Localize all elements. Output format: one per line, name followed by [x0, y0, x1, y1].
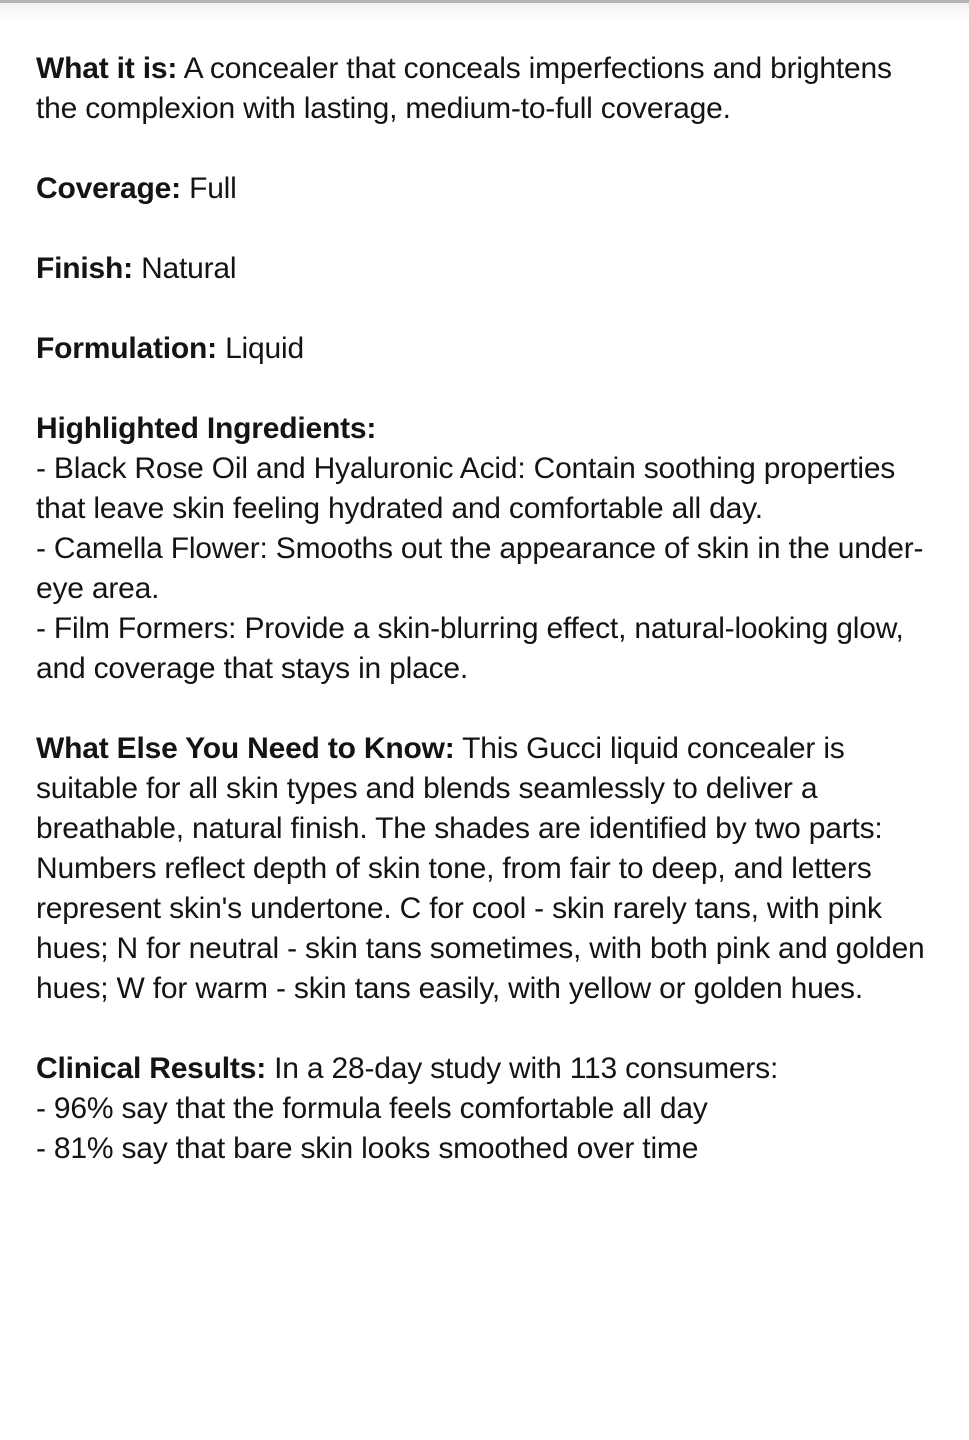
- section-text: In a 28-day study with 113 consumers:: [274, 1052, 779, 1085]
- section-label: Finish:: [36, 252, 133, 285]
- section-formulation: [36, 329, 933, 369]
- section-what-else-you-need-to-know: [36, 729, 933, 1009]
- section-label: Formulation:: [36, 332, 217, 365]
- section-label: What it is:: [36, 52, 178, 85]
- section-label: What Else You Need to Know:: [36, 732, 455, 765]
- clinical-result-bullet: - 96% say that the formula feels comfortable all day: [36, 1092, 708, 1125]
- ingredient-bullet: - Camella Flower: Smooths out the appearance of skin in the under-eye area.: [36, 532, 924, 605]
- section-finish: [36, 249, 933, 289]
- section-coverage: [36, 169, 933, 209]
- section-clinical-results: [36, 1049, 933, 1169]
- header-shadow-gradient: [0, 3, 969, 21]
- section-what-it-is: [36, 49, 933, 129]
- section-text: Full: [189, 172, 237, 205]
- section-label: Coverage:: [36, 172, 181, 205]
- section-text: Natural: [141, 252, 237, 285]
- ingredient-bullet: - Film Formers: Provide a skin-blurring effect, natural-looking glow, and coverage that stays in place.: [36, 612, 904, 685]
- section-highlighted-ingredients: [36, 409, 933, 689]
- clinical-result-bullet: - 81% say that bare skin looks smoothed over time: [36, 1132, 699, 1165]
- section-text: This Gucci liquid concealer is suitable for all skin types and blends seamlessly to deliver a breathable, natural finish. The shades are identified by two parts: Numbers reflect depth of skin tone, from fair to deep, and letters represent skin's undertone. C for cool - skin rarely tans, with pink hues; N for neutral - skin tans sometimes, with both pink and golden hues; W for warm - skin tans easily, with yellow or golden hues.: [36, 732, 925, 1005]
- section-label: Highlighted Ingredients:: [36, 412, 377, 445]
- product-description-panel: [0, 21, 969, 1169]
- ingredient-bullet: - Black Rose Oil and Hyaluronic Acid: Contain soothing properties that leave skin feeling hydrated and comfortable all day.: [36, 452, 896, 525]
- section-label: Clinical Results:: [36, 1052, 266, 1085]
- section-text: Liquid: [225, 332, 304, 365]
- section-text: A concealer that conceals imperfections and brightens the complexion with lasting, medium-to-full coverage.: [36, 52, 892, 125]
